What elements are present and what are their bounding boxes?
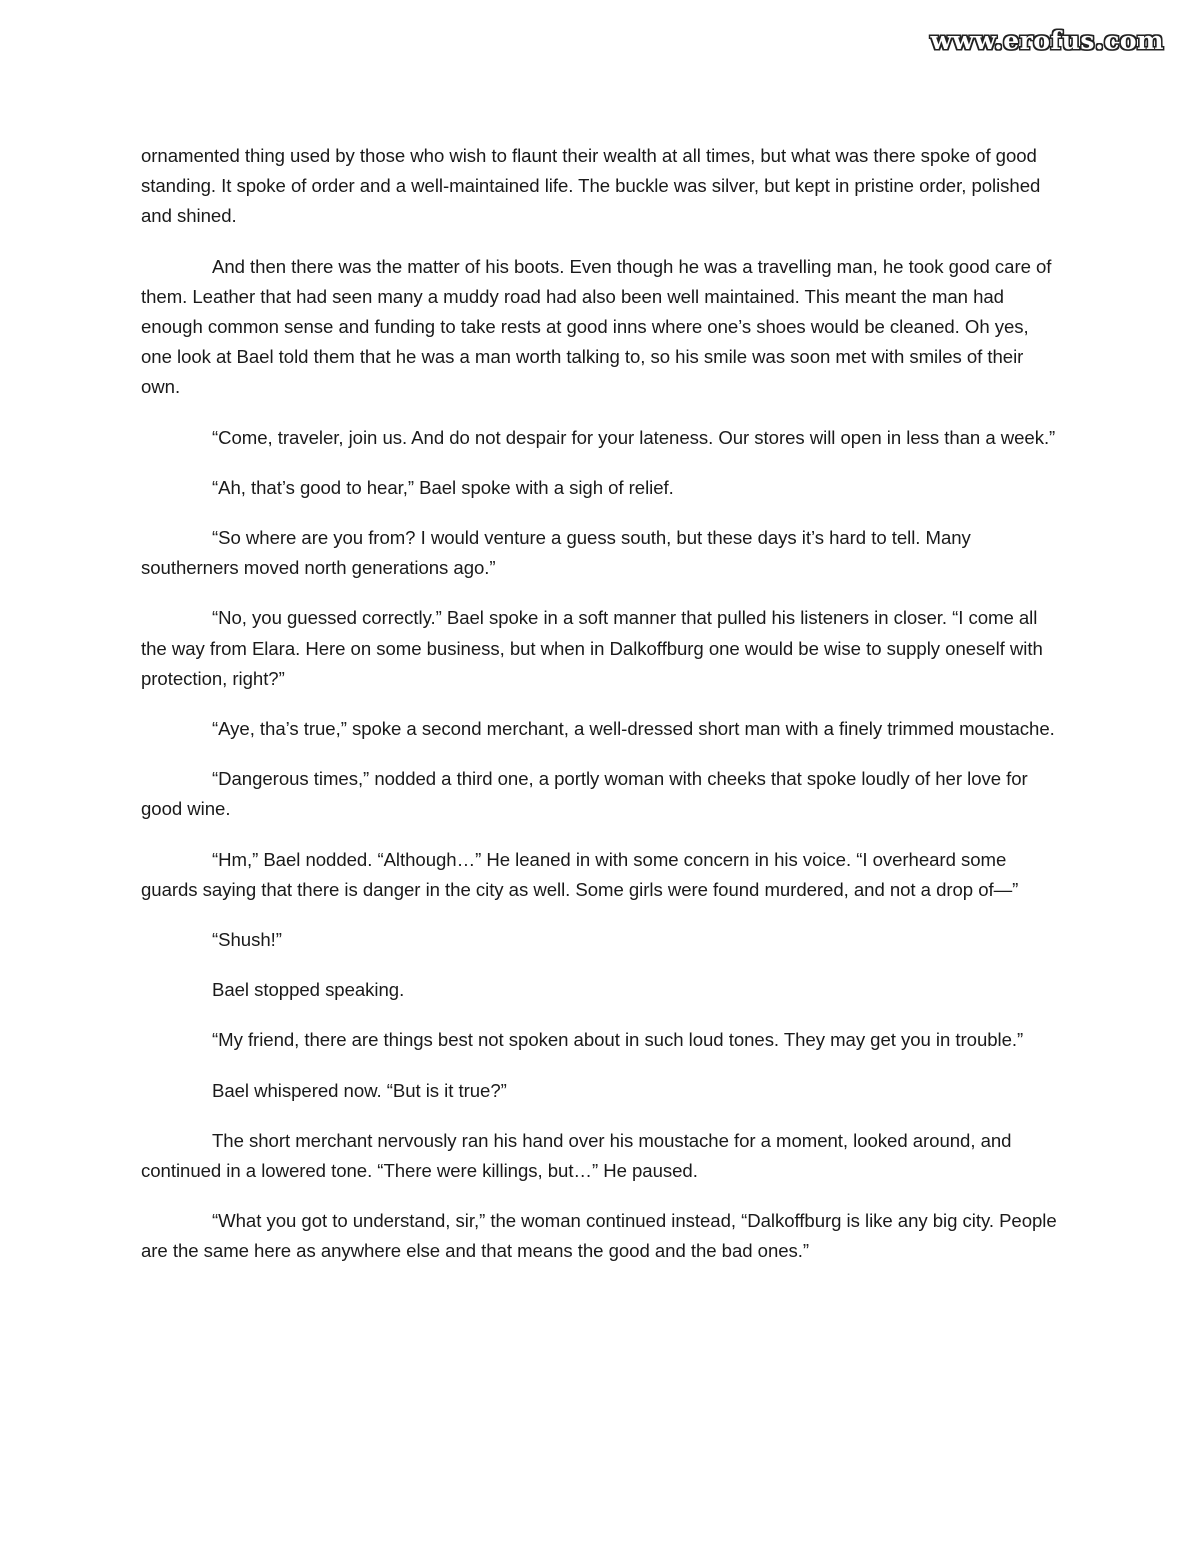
paragraph: Bael whispered now. “But is it true?” <box>212 1079 507 1101</box>
paragraph: “My friend, there are things best not spoken about in such loud tones. They may get you in trouble.” <box>212 1029 1024 1051</box>
paragraph: “Come, traveler, join us. And do not despair for your lateness. Our stores will open in less than a week.” <box>212 426 1056 448</box>
paragraph: “Shush!” <box>212 929 282 951</box>
paragraph: And then there was the matter of his boots. Even though he was a travelling man, he took good care of them. Leather that had seen many a muddy road had also been well maintained. This meant the man had enough common sense and funding to take rests at good inns where one’s shoes would be cleaned. Oh yes, one look at Bael told them that he was a man worth talking to, so his smile was soon met with smiles of their own. <box>141 255 1052 398</box>
paragraph: “Ah, that’s good to hear,” Bael spoke with a sigh of relief. <box>212 476 674 498</box>
paragraph: “Hm,” Bael nodded. “Although…” He leaned in with some concern in his voice. “I overheard some guards saying that there is danger in the city as well. Some girls were found murdered, and not a drop of—” <box>141 848 1019 900</box>
watermark: www.erofus.com <box>930 26 1164 55</box>
paragraph: “So where are you from? I would venture a guess south, but these days it’s hard to tell. Many southerners moved north generations ago.” <box>141 527 971 579</box>
paragraph: Bael stopped speaking. <box>212 979 405 1001</box>
page-body <box>141 141 1059 1287</box>
paragraph: “Aye, tha’s true,” spoke a second merchant, a well-dressed short man with a finely trimmed moustache. <box>212 718 1055 740</box>
paragraph: “What you got to understand, sir,” the woman continued instead, “Dalkoffburg is like any big city. People are the same here as anywhere else and that means the good and the bad ones.” <box>141 1210 1057 1262</box>
paragraph: “Dangerous times,” nodded a third one, a portly woman with cheeks that spoke loudly of her love for good wine. <box>141 768 1028 820</box>
paragraph: “No, you guessed correctly.” Bael spoke in a soft manner that pulled his listeners in closer. “I come all the way from Elara. Here on some business, but when in Dalkoffburg one would be wise to supply oneself with protection, right?” <box>141 607 1043 689</box>
paragraph: The short merchant nervously ran his hand over his moustache for a moment, looked around, and continued in a lowered tone. “There were killings, but…” He paused. <box>141 1129 1012 1182</box>
paragraph: ornamented thing used by those who wish to flaunt their wealth at all times, but what was there spoke of good standing. It spoke of order and a well-maintained life. The buckle was silver, but kept in pristine order, polished and shined. <box>141 145 1041 227</box>
